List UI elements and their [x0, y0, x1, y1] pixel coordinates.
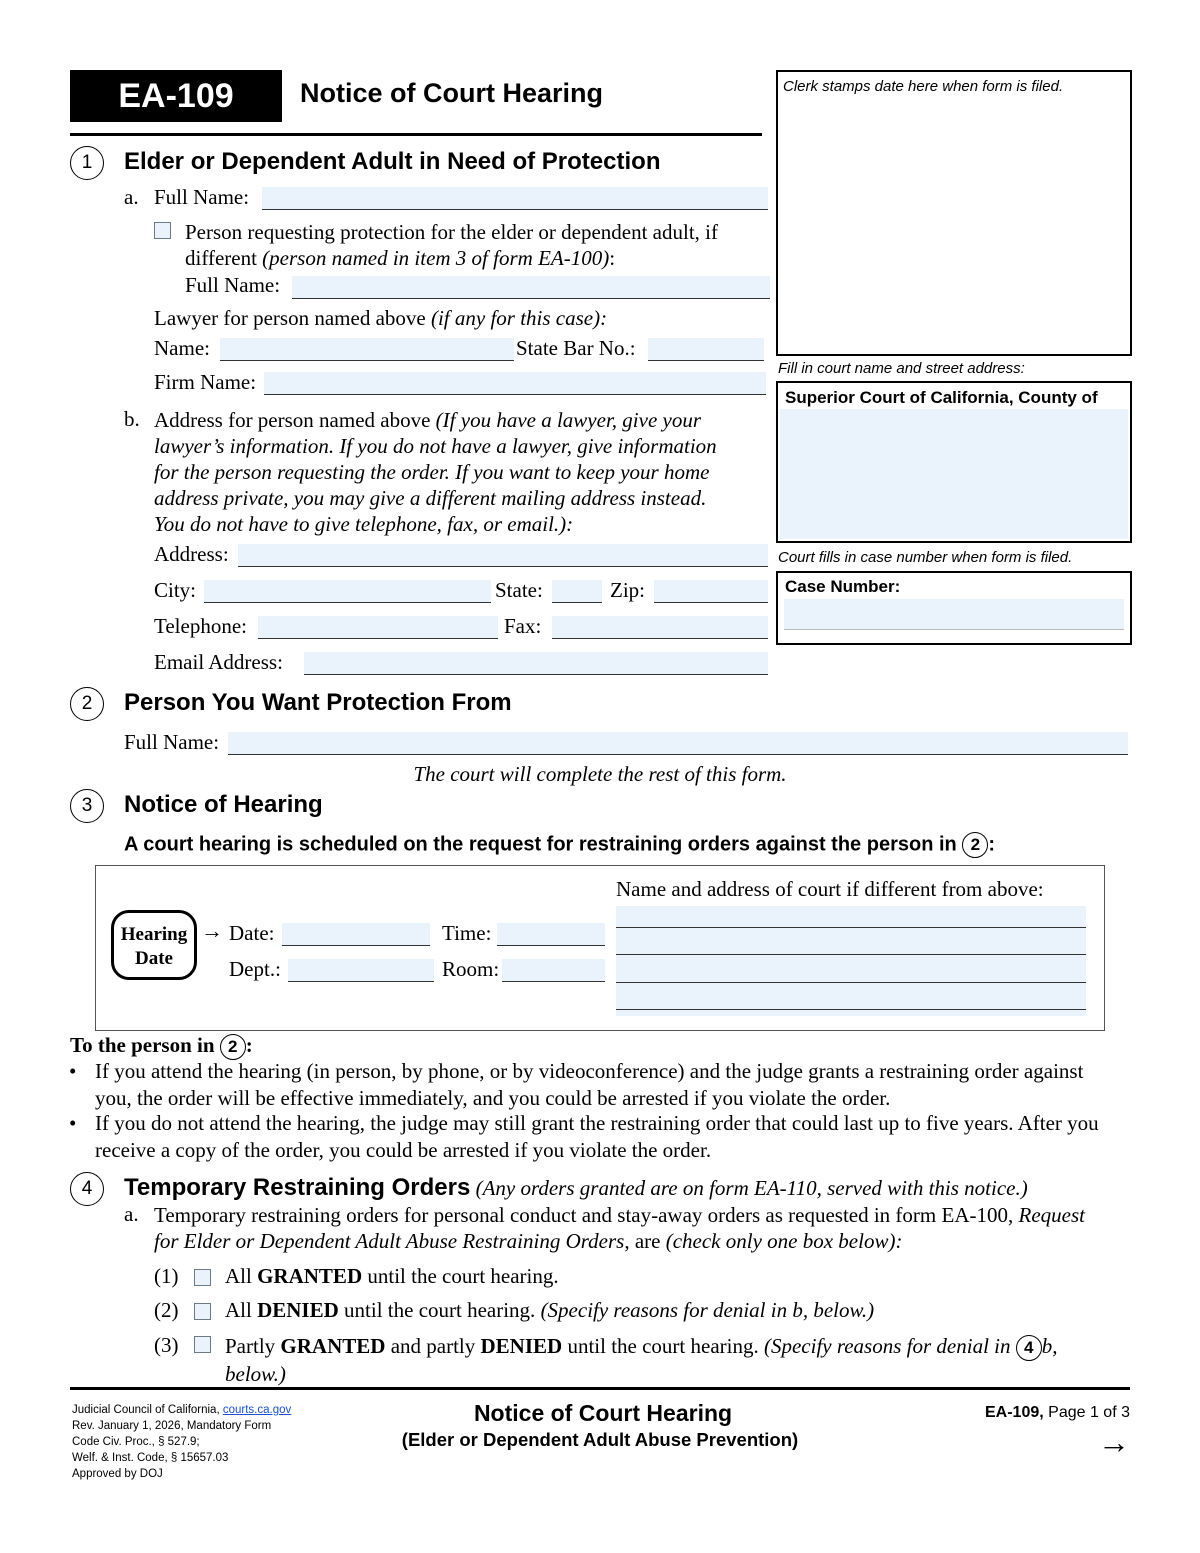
protected-person-name-field[interactable] [262, 187, 768, 210]
hearing-date-badge: Hearing Date [111, 910, 197, 980]
firm-name-field[interactable] [264, 372, 766, 395]
state-label: State: [495, 578, 543, 602]
courts-link[interactable]: courts.ca.gov [222, 1404, 292, 1416]
court-name-box [776, 381, 1132, 543]
hearing-room-label: Room: [442, 957, 500, 981]
fax-field[interactable] [552, 616, 768, 639]
other-court-field[interactable] [616, 906, 1086, 1016]
option-1-text: All GRANTED until the court hearing. [225, 1264, 559, 1288]
section-3-number: 3 [70, 789, 104, 823]
option-2-checkbox[interactable] [194, 1303, 211, 1320]
section-1-title: Elder or Dependent Adult in Need of Protection [124, 148, 661, 175]
bullet-not-attend: • If you do not attend the hearing, the judge may still grant the restraining order that could last up to five years. After you receive a copy of the order, you could be arrested if you violate the order. [95, 1110, 1135, 1164]
email-field[interactable] [304, 652, 768, 675]
case-number-box [776, 571, 1132, 645]
requester-name-field[interactable] [292, 276, 770, 299]
email-label: Email Address: [154, 650, 283, 674]
lawyer-name-label: Name: [154, 336, 210, 360]
hearing-room-field[interactable] [502, 959, 605, 982]
item-1b-letter: b. [124, 407, 140, 431]
lawyer-heading: Lawyer for person named above (if any for this case): [154, 306, 608, 330]
hearing-date-field[interactable] [282, 923, 430, 946]
case-number-caption: Court fills in case number when form is filed. [778, 549, 1073, 566]
hearing-dept-label: Dept.: [229, 957, 281, 981]
section-2-title: Person You Want Protection From [124, 689, 512, 716]
form-code-badge: EA-109 [70, 70, 282, 122]
fax-label: Fax: [504, 614, 542, 638]
address-label: Address: [154, 542, 229, 566]
section-4-number: 4 [70, 1172, 104, 1206]
hearing-scheduled-text: A court hearing is scheduled on the request for restraining orders against the person in 2 : [124, 832, 995, 858]
ref-2-circle: 2 [962, 832, 988, 858]
footer-rule [70, 1387, 1130, 1390]
hearing-time-label: Time: [442, 921, 492, 945]
requester-different-checkbox[interactable] [154, 222, 171, 239]
option-2-text: All DENIED until the court hearing. (Specify reasons for denial in b, below.) [225, 1298, 875, 1322]
clerk-stamp-label: Clerk stamps date here when form is filed. [783, 78, 1064, 95]
arrow-right-icon: → [201, 918, 223, 943]
court-name-label: Superior Court of California, County of [785, 388, 1098, 407]
clerk-stamp-box [776, 70, 1132, 356]
full-name-label: Full Name: [154, 185, 250, 209]
requester-different-text-2: different (person named in item 3 of form EA-100): [185, 246, 616, 270]
state-field[interactable] [552, 580, 602, 603]
item-4a-text: Temporary restraining orders for personal conduct and stay-away orders as requested in form EA-100, Request for Elder or Dependent Adult Abuse Restraining Orders, are (check only one box below): [154, 1203, 1085, 1253]
state-bar-field[interactable] [648, 338, 764, 361]
court-name-caption: Fill in court name and street address: [778, 360, 1025, 377]
ref-2-circle: 2 [220, 1034, 246, 1060]
firm-name-label: Firm Name: [154, 370, 257, 394]
address-field[interactable] [238, 544, 768, 567]
requester-different-text: Person requesting protection for the elder or dependent adult, if [185, 220, 718, 244]
section-2-number: 2 [70, 687, 104, 721]
state-bar-label: State Bar No.: [516, 336, 636, 360]
other-court-label: Name and address of court if different from above: [616, 877, 1044, 901]
ref-4-circle: 4 [1016, 1335, 1042, 1361]
city-field[interactable] [204, 580, 491, 603]
court-completes-note: The court will complete the rest of this form. [413, 762, 787, 786]
restrained-name-label: Full Name: [124, 730, 220, 754]
restrained-name-field[interactable] [228, 732, 1128, 755]
footer-page-info: EA-109, Page 1 of 3 [985, 1404, 1130, 1421]
option-2-number: (2) [154, 1298, 179, 1322]
item-4a-letter: a. [124, 1202, 139, 1226]
bullet-attend: • If you attend the hearing (in person, by phone, or by videoconference) and the judge grants a restraining order against you, the order will be effective immediately, and you could be arrested if you violate the order. [95, 1058, 1135, 1112]
header-rule [70, 133, 762, 136]
to-person-heading: To the person in 2 : [70, 1033, 253, 1060]
zip-label: Zip: [610, 578, 645, 602]
item-1a-letter: a. [124, 185, 139, 209]
footer-subtitle: (Elder or Dependent Adult Abuse Prevention) [401, 1429, 799, 1450]
requester-name-label: Full Name: [185, 273, 281, 297]
case-number-field[interactable] [784, 599, 1124, 630]
footer-citations: Judicial Council of California, courts.ca.gov Rev. January 1, 2026, Mandatory Form Code Civ. Proc., § 527.9; Welf. & Inst. Code, § 15657.03 Approved by DOJ [72, 1404, 292, 1480]
hearing-dept-field[interactable] [288, 959, 434, 982]
address-instructions: Address for person named above (If you have a lawyer, give your lawyer’s information. If you do not have a lawyer, give information for the person requesting the order. If you want to keep your home address private, you may give a different mailing address instead. You do not have to give telephone, fax, or email.): [154, 408, 717, 536]
telephone-field[interactable] [258, 616, 498, 639]
section-1-number: 1 [70, 146, 104, 180]
footer-title: Notice of Court Hearing [473, 1400, 733, 1426]
option-3-number: (3) [154, 1333, 179, 1357]
telephone-label: Telephone: [154, 614, 247, 638]
form-title: Notice of Court Hearing [300, 78, 604, 108]
court-name-field[interactable] [780, 409, 1128, 539]
section-3-title: Notice of Hearing [124, 791, 323, 818]
city-label: City: [154, 578, 197, 602]
hearing-time-field[interactable] [497, 923, 605, 946]
hearing-box [95, 865, 1105, 1031]
option-3-text: Partly GRANTED and partly DENIED until the court hearing. (Specify reasons for denial in 4 b, below.) [225, 1334, 1058, 1387]
option-1-number: (1) [154, 1264, 179, 1288]
case-number-label: Case Number: [785, 577, 901, 596]
lawyer-name-field[interactable] [220, 338, 514, 361]
section-4-title: Temporary Restraining Orders (Any orders granted are on form EA-110, served with this notice.) [124, 1174, 1028, 1201]
hearing-date-label: Date: [229, 921, 275, 945]
option-1-checkbox[interactable] [194, 1269, 211, 1286]
option-3-checkbox[interactable] [194, 1336, 211, 1353]
next-page-arrow-icon[interactable]: → [1098, 1424, 1130, 1460]
zip-field[interactable] [654, 580, 768, 603]
